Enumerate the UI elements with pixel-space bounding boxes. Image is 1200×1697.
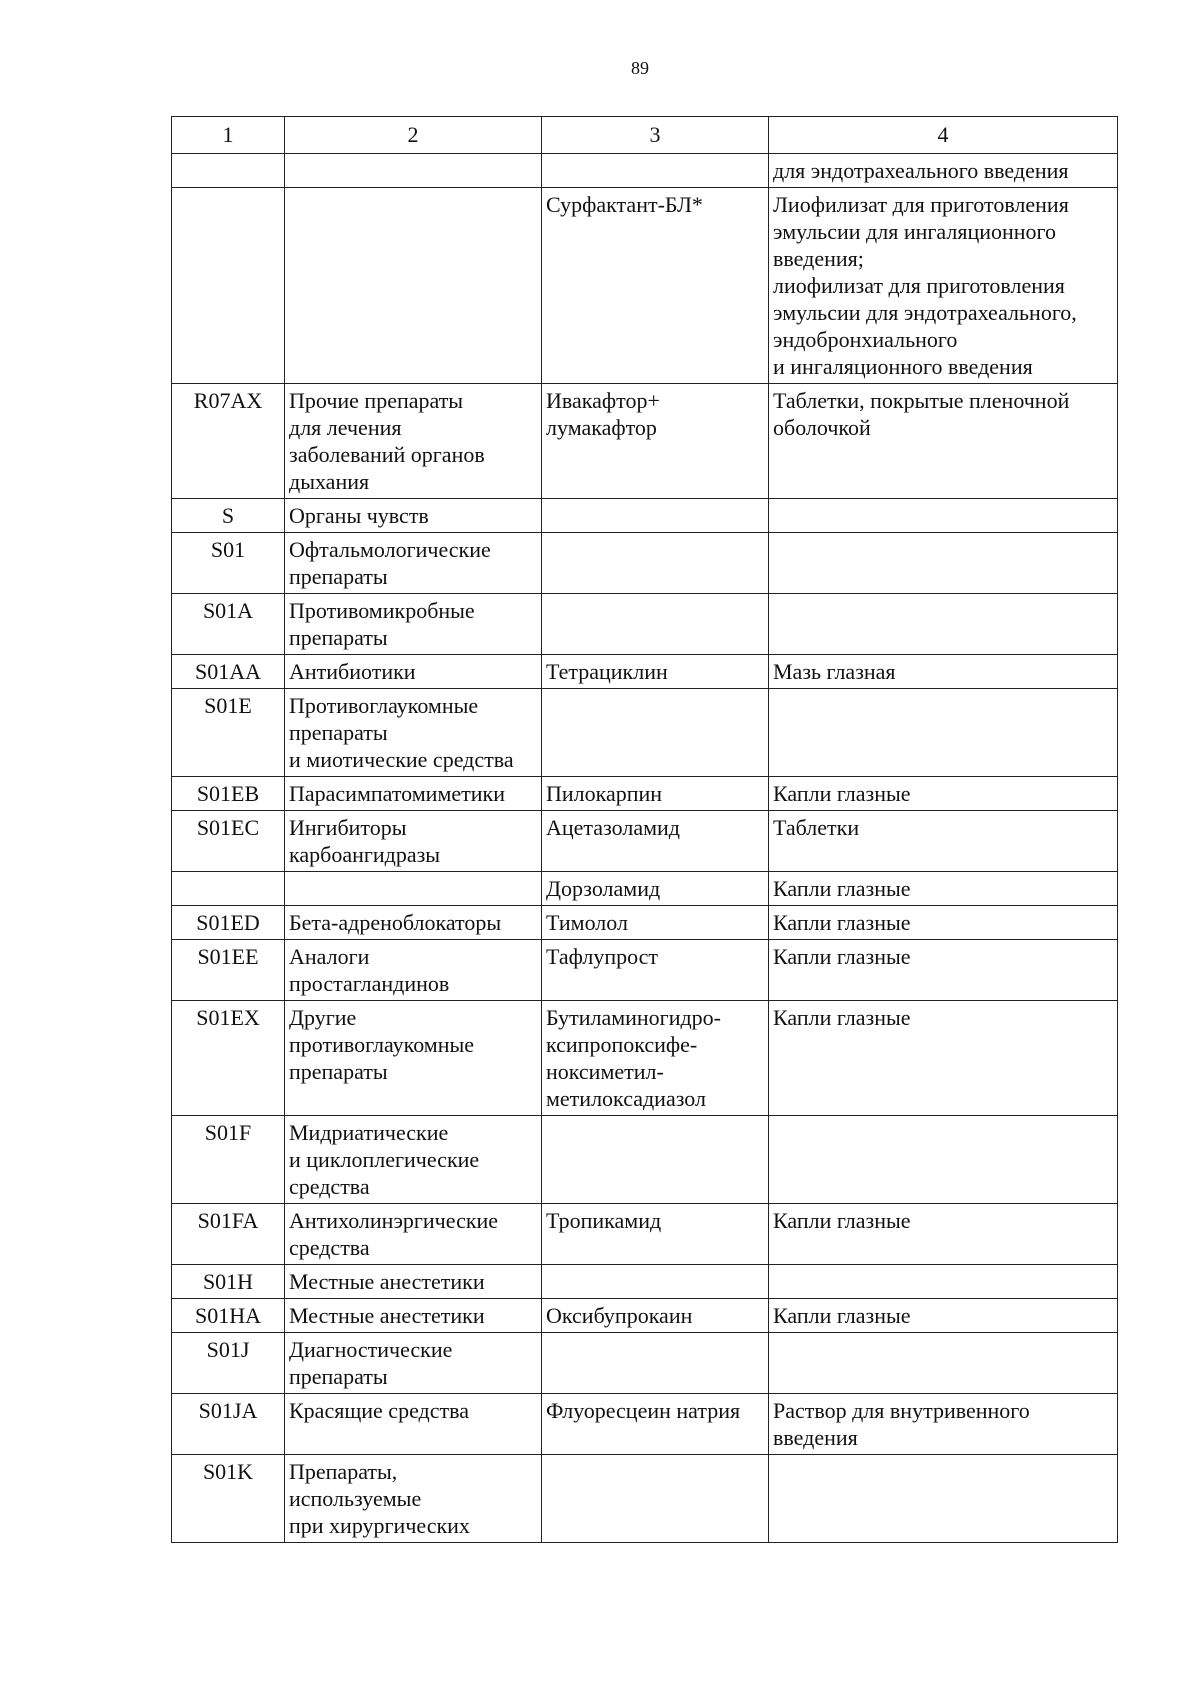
- dosage-form-cell: [769, 940, 1118, 1001]
- drug-table: [171, 116, 1118, 1543]
- table-row: [172, 594, 1118, 655]
- atc-code-cell-text: S01HA: [194, 1303, 261, 1328]
- table-row: [172, 1299, 1118, 1333]
- atc-code-cell-text: S01FA: [197, 1208, 259, 1233]
- group-name-cell: [285, 594, 542, 655]
- group-name-cell: [285, 154, 542, 188]
- group-name-cell-text: Мидриатические и циклоплегические средства: [289, 1120, 480, 1199]
- drug-name-cell: [542, 777, 769, 811]
- atc-code-cell-text: S01K: [202, 1459, 254, 1484]
- group-name-cell: [285, 1204, 542, 1265]
- drug-name-cell: [542, 1455, 769, 1543]
- dosage-form-cell-text: Таблетки, покрытые пленочной оболочкой: [773, 388, 1070, 440]
- group-name-cell: [285, 384, 542, 499]
- atc-code-cell: [172, 154, 285, 188]
- drug-name-cell: [542, 1333, 769, 1394]
- atc-code-cell: [172, 689, 285, 777]
- drug-name-cell-text: Ивакафтор+ лумакафтор: [546, 388, 660, 440]
- dosage-form-cell-text: для эндотрахеального введения: [773, 158, 1069, 183]
- table-row: [172, 655, 1118, 689]
- group-name-cell: [285, 689, 542, 777]
- atc-code-cell: [172, 655, 285, 689]
- dosage-form-cell: [769, 1333, 1118, 1394]
- drug-name-cell-text: Тимолол: [546, 910, 628, 935]
- group-name-cell-text: Офтальмологические препараты: [289, 537, 491, 589]
- dosage-form-cell: [769, 384, 1118, 499]
- dosage-form-cell: [769, 1001, 1118, 1116]
- table-row: [172, 940, 1118, 1001]
- drug-name-cell: [542, 1001, 769, 1116]
- dosage-form-cell-text: Капли глазные: [773, 944, 911, 969]
- dosage-form-cell: [769, 499, 1118, 533]
- group-name-cell-text: Прочие препараты для лечения заболеваний органов дыхания: [289, 388, 485, 494]
- atc-code-cell: [172, 811, 285, 872]
- table-body: [172, 154, 1118, 1543]
- column-header-4: 4: [769, 117, 1118, 154]
- group-name-cell: [285, 1116, 542, 1204]
- dosage-form-cell: [769, 188, 1118, 384]
- table-row: [172, 499, 1118, 533]
- group-name-cell: [285, 1001, 542, 1116]
- dosage-form-cell: [769, 689, 1118, 777]
- drug-name-cell: [542, 384, 769, 499]
- table-row: [172, 872, 1118, 906]
- table-row: [172, 1394, 1118, 1455]
- group-name-cell: [285, 906, 542, 940]
- atc-code-cell: [172, 1333, 285, 1394]
- drug-name-cell-text: Тетрациклин: [546, 659, 668, 684]
- group-name-cell: [285, 872, 542, 906]
- group-name-cell: [285, 777, 542, 811]
- drug-name-cell: [542, 906, 769, 940]
- table-row: [172, 1455, 1118, 1543]
- group-name-cell-text: Красящие средства: [289, 1398, 469, 1423]
- atc-code-cell: [172, 384, 285, 499]
- group-name-cell-text: Ингибиторы карбоангидразы: [289, 815, 441, 867]
- drug-name-cell: [542, 940, 769, 1001]
- drug-name-cell-text: Ацетазоламид: [546, 815, 680, 840]
- dosage-form-cell: [769, 811, 1118, 872]
- group-name-cell: [285, 1455, 542, 1543]
- group-name-cell-text: Местные анестетики: [289, 1269, 485, 1294]
- group-name-cell: [285, 811, 542, 872]
- group-name-cell: [285, 188, 542, 384]
- group-name-cell: [285, 655, 542, 689]
- atc-code-cell: [172, 594, 285, 655]
- drug-name-cell: [542, 1299, 769, 1333]
- atc-code-cell: [172, 188, 285, 384]
- dosage-form-cell: [769, 1299, 1118, 1333]
- drug-name-cell-text: Флуоресцеин натрия: [546, 1398, 741, 1423]
- dosage-form-cell-text: Капли глазные: [773, 910, 911, 935]
- group-name-cell: [285, 533, 542, 594]
- drug-name-cell-text: Бутиламиногидро- ксипропоксифе- ноксиметил- метилоксадиазол: [546, 1005, 722, 1111]
- group-name-cell-text: Аналоги простагландинов: [289, 944, 450, 996]
- table-row: [172, 1116, 1118, 1204]
- drug-name-cell-text: Дорзоламид: [546, 876, 661, 901]
- group-name-cell: [285, 499, 542, 533]
- drug-name-cell: [542, 872, 769, 906]
- group-name-cell: [285, 1333, 542, 1394]
- group-name-cell-text: Местные анестетики: [289, 1303, 485, 1328]
- dosage-form-cell-text: Раствор для внутривенного введения: [773, 1398, 1030, 1450]
- drug-name-cell: [542, 154, 769, 188]
- drug-name-cell: [542, 1116, 769, 1204]
- drug-name-cell: [542, 1204, 769, 1265]
- table-row: [172, 777, 1118, 811]
- group-name-cell: [285, 1394, 542, 1455]
- group-name-cell-text: Препараты, используемые при хирургических: [289, 1459, 470, 1538]
- dosage-form-cell: [769, 154, 1118, 188]
- drug-name-cell: [542, 594, 769, 655]
- group-name-cell-text: Другие противоглаукомные препараты: [289, 1005, 475, 1084]
- atc-code-cell: [172, 1204, 285, 1265]
- dosage-form-cell: [769, 1265, 1118, 1299]
- column-header-2: 2: [285, 117, 542, 154]
- drug-name-cell: [542, 1265, 769, 1299]
- drug-name-cell-text: Тропикамид: [546, 1208, 662, 1233]
- dosage-form-cell: [769, 1394, 1118, 1455]
- table-header-row: [172, 117, 1118, 154]
- dosage-form-cell: [769, 594, 1118, 655]
- group-name-cell-text: Органы чувств: [289, 503, 429, 528]
- atc-code-cell: [172, 906, 285, 940]
- drug-name-cell-text: Тафлупрост: [546, 944, 659, 969]
- drug-name-cell-text: Оксибупрокаин: [546, 1303, 693, 1328]
- atc-code-cell-text: S01EB: [196, 781, 260, 806]
- table-row: [172, 1204, 1118, 1265]
- dosage-form-cell: [769, 533, 1118, 594]
- dosage-form-cell-text: Капли глазные: [773, 781, 911, 806]
- drug-name-cell: [542, 655, 769, 689]
- atc-code-cell-text: S01H: [202, 1269, 254, 1294]
- atc-code-cell: [172, 1265, 285, 1299]
- dosage-form-cell-text: Лиофилизат для приготовления эмульсии для ингаляционного введения; лиофилизат для приготовления эмульсии для эндотрахеального, эндобронхиального и ингаляционного введения: [773, 192, 1077, 379]
- atc-code-cell-text: S01EC: [196, 815, 260, 840]
- atc-code-cell-text: S01ED: [196, 910, 260, 935]
- group-name-cell-text: Противоглаукомные препараты и миотические средства: [289, 693, 514, 772]
- atc-code-cell: [172, 1001, 285, 1116]
- atc-code-cell-text: S01EE: [197, 944, 259, 969]
- group-name-cell-text: Диагностические препараты: [289, 1337, 453, 1389]
- group-name-cell-text: Антихолинэргические средства: [289, 1208, 499, 1260]
- group-name-cell: [285, 1299, 542, 1333]
- atc-code-cell: [172, 1116, 285, 1204]
- atc-code-cell-text: S01: [210, 537, 246, 562]
- drug-name-cell: [542, 533, 769, 594]
- atc-code-cell-text: S01E: [204, 693, 252, 718]
- table-row: [172, 154, 1118, 188]
- table-row: [172, 811, 1118, 872]
- drug-name-cell: [542, 1394, 769, 1455]
- column-header-1: 1: [172, 117, 285, 154]
- group-name-cell-text: Бета-адреноблокаторы: [289, 910, 502, 935]
- dosage-form-cell: [769, 655, 1118, 689]
- atc-code-cell: [172, 872, 285, 906]
- dosage-form-cell: [769, 777, 1118, 811]
- group-name-cell-text: Парасимпатомиметики: [289, 781, 505, 806]
- atc-code-cell-text: R07AX: [193, 388, 263, 413]
- dosage-form-cell-text: Капли глазные: [773, 1005, 911, 1030]
- atc-code-cell: [172, 1455, 285, 1543]
- atc-code-cell-text: S01F: [204, 1120, 252, 1145]
- atc-code-cell-text: S01JA: [198, 1398, 258, 1423]
- drug-name-cell: [542, 811, 769, 872]
- dosage-form-cell: [769, 906, 1118, 940]
- atc-code-cell: [172, 1394, 285, 1455]
- table-row: [172, 1001, 1118, 1116]
- group-name-cell-text: Противомикробные препараты: [289, 598, 475, 650]
- atc-code-cell-text: S01A: [202, 598, 254, 623]
- drug-name-cell: [542, 689, 769, 777]
- dosage-form-cell-text: Мазь глазная: [773, 659, 896, 684]
- dosage-form-cell: [769, 1116, 1118, 1204]
- drug-name-cell-text: Сурфактант-БЛ*: [546, 192, 703, 217]
- dosage-form-cell-text: Капли глазные: [773, 1208, 911, 1233]
- dosage-form-cell: [769, 872, 1118, 906]
- group-name-cell: [285, 1265, 542, 1299]
- atc-code-cell: [172, 777, 285, 811]
- group-name-cell: [285, 940, 542, 1001]
- column-header-3: 3: [542, 117, 769, 154]
- table-row: [172, 1333, 1118, 1394]
- atc-code-cell-text: S01J: [206, 1337, 250, 1362]
- dosage-form-cell-text: Капли глазные: [773, 876, 911, 901]
- drug-name-cell-text: Пилокарпин: [546, 781, 663, 806]
- atc-code-cell-text: S01AA: [194, 659, 261, 684]
- atc-code-cell: [172, 940, 285, 1001]
- dosage-form-cell: [769, 1204, 1118, 1265]
- atc-code-cell-text: S01EX: [196, 1005, 260, 1030]
- group-name-cell-text: Антибиотики: [289, 659, 416, 684]
- table-row: [172, 188, 1118, 384]
- drug-name-cell: [542, 499, 769, 533]
- atc-code-cell: [172, 1299, 285, 1333]
- dosage-form-cell: [769, 1455, 1118, 1543]
- page-number: 89: [631, 58, 649, 78]
- atc-code-cell-text: S: [221, 503, 235, 528]
- atc-code-cell: [172, 499, 285, 533]
- table-row: [172, 906, 1118, 940]
- drug-name-cell: [542, 188, 769, 384]
- dosage-form-cell-text: Таблетки: [773, 815, 860, 840]
- atc-code-cell: [172, 533, 285, 594]
- dosage-form-cell-text: Капли глазные: [773, 1303, 911, 1328]
- table-row: [172, 384, 1118, 499]
- table-row: [172, 533, 1118, 594]
- table-row: [172, 1265, 1118, 1299]
- table-row: [172, 689, 1118, 777]
